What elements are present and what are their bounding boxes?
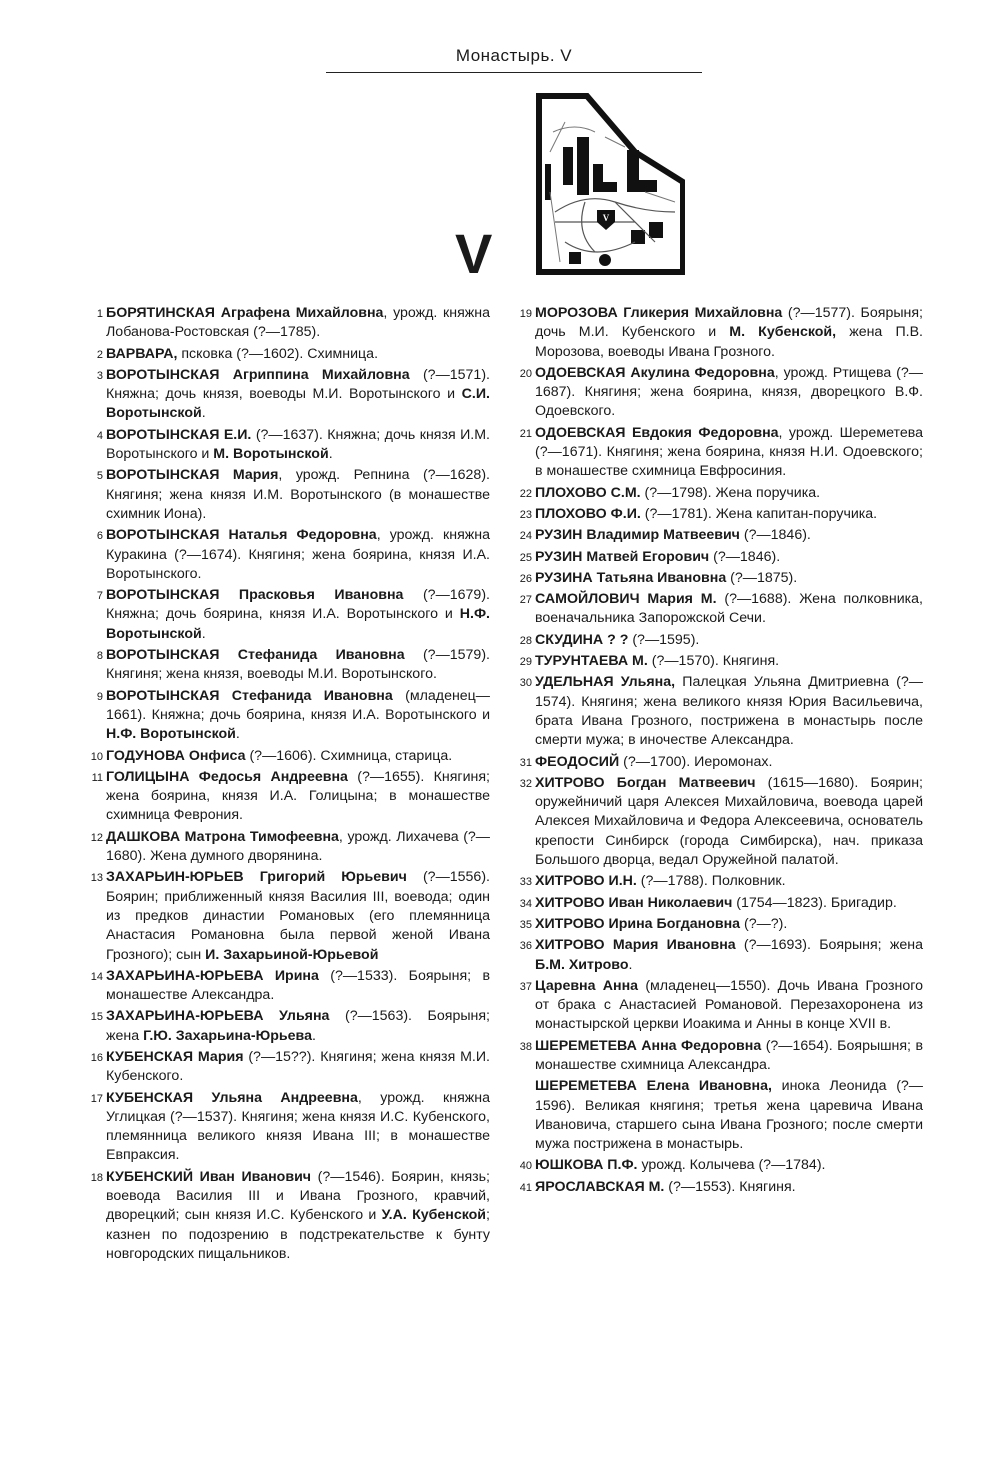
entry-number: 10 xyxy=(90,750,103,763)
running-header-title: Монастырь. V xyxy=(455,46,573,65)
map-gate-tower xyxy=(599,254,611,266)
burial-entry xyxy=(96,426,490,465)
burial-entry xyxy=(519,304,923,362)
entry-name: КУБЕНСКАЯ Мария xyxy=(106,1048,244,1065)
burial-entry xyxy=(535,1077,923,1154)
burial-entry xyxy=(519,673,923,750)
entry-text: (?—1846). xyxy=(709,548,781,565)
entry-text: , урожд. Ртищева (?—1687). Княгиня; жена боярина, князя, дворецкого В.Ф. Одоевского. xyxy=(535,364,923,420)
entry-text: (?—1700). Иеромонах. xyxy=(619,753,773,770)
entry-name: ЯРОСЛАВСКАЯ М. xyxy=(535,1178,665,1195)
entry-text: (?—1563). Боярыня; жена xyxy=(106,1008,490,1044)
entry-number: 40 xyxy=(519,1160,532,1173)
entry-name: РУЗИН Матвей Егорович xyxy=(535,548,710,565)
entry-related-name: М. Кубенской, xyxy=(729,324,837,341)
burial-entry xyxy=(519,774,923,870)
entry-name: ЗАХАРЬИНА-ЮРЬЕВА Ирина xyxy=(106,967,319,984)
entry-text: , урожд. княжна Куракина (?—1674). Княгиня; жена боярина, князя И.А. Воротынского. xyxy=(106,527,490,582)
entry-related-name: Н.Ф. Воротынской xyxy=(106,726,236,743)
burial-entry xyxy=(519,753,923,772)
map-building-2 xyxy=(577,137,589,195)
entry-name: ТУРУНТАЕВА М. xyxy=(535,653,648,670)
burial-entry xyxy=(519,1178,923,1197)
entry-name: ЗАХАРЬИН-ЮРЬЕВ Григорий Юрьевич xyxy=(106,869,407,886)
entry-name: ВОРОТЫНСКАЯ Мария xyxy=(106,467,279,484)
entry-number: 34 xyxy=(519,897,532,910)
entry-text: (?—1875). xyxy=(726,569,798,586)
entry-related-name: Н.Ф. Воротынской xyxy=(106,606,490,642)
burial-entry xyxy=(519,505,923,524)
entry-number: 25 xyxy=(519,551,532,564)
entry-name: ХИТРОВО Мария Ивановна xyxy=(535,937,736,954)
entry-number: 33 xyxy=(519,876,532,889)
entry-name: ВОРОТЫНСКАЯ Агриппина Михайловна xyxy=(106,366,410,383)
entry-number: 7 xyxy=(96,590,103,603)
map-section-v-label: V xyxy=(602,213,610,223)
entry-name: ШЕРЕМЕТЕВА Анна Федоровна xyxy=(535,1037,762,1054)
entry-text: , урожд. Лихачева (?—1680). Жена думного дворянина. xyxy=(106,828,490,865)
entry-number: 27 xyxy=(519,594,532,607)
entry-text: Палецкая Ульяна Дмитриевна (?—1574). Княгиня; жена великого князя Юрия Васильевича, брата Ивана Грозного, пострижена в монастырь после смерти мужа; в иночестве Александра. xyxy=(535,674,923,749)
entry-name: МОРОЗОВА Гликерия Михайловна xyxy=(535,305,783,321)
right-column xyxy=(519,304,923,1199)
running-header xyxy=(326,46,702,66)
burial-entry xyxy=(90,828,490,867)
burial-entry xyxy=(91,768,490,826)
entry-text: , урожд. Репнина (?—1628). Княгиня; жена князя И.М. Воротынского (в монашестве схимник Иона). xyxy=(106,467,490,522)
entry-number: 38 xyxy=(519,1040,532,1053)
entry-number: 9 xyxy=(96,690,103,703)
entry-number: 35 xyxy=(519,918,532,931)
entry-tail: . xyxy=(201,625,206,642)
left-column xyxy=(90,304,490,1266)
map-building-6 xyxy=(631,230,645,244)
burial-entry xyxy=(96,366,490,424)
burial-entry xyxy=(519,1156,923,1175)
entry-name: ВОРОТЫНСКАЯ Е.И. xyxy=(106,426,252,443)
burial-entry xyxy=(519,548,923,567)
burial-entry xyxy=(90,1168,490,1264)
entry-name: ПЛОХОВО С.М. xyxy=(535,484,641,501)
entry-name: ОДОЕВСКАЯ Акулина Федоровна xyxy=(535,364,775,381)
entry-tail: . xyxy=(328,446,333,463)
entry-tail: ; казнен по подозрению в подстрекательстве к бунту новгородских пищальников. xyxy=(106,1207,490,1262)
entry-text: (?—1606). Схимница, старица. xyxy=(245,747,453,764)
burial-entry xyxy=(519,936,923,975)
entry-number: 5 xyxy=(96,470,103,483)
entry-number: 23 xyxy=(519,508,532,521)
entry-number: 1 xyxy=(96,308,103,320)
entry-text: , урожд. княжна Лобанова-Ростовская (?—1785). xyxy=(106,305,490,341)
burial-entry xyxy=(90,747,490,766)
burial-entry xyxy=(519,364,923,422)
entry-text: псковка (?—1602). Схимница. xyxy=(177,345,379,362)
entry-name: ВАРВАРА, xyxy=(106,345,178,362)
entry-number: 37 xyxy=(519,980,532,993)
entry-text: (?—1570). Княгиня. xyxy=(647,653,780,670)
entry-text: урожд. Колычева (?—1784). xyxy=(637,1157,826,1174)
entry-text: (?—1655). Княгиня; жена боярина, князя И.А. Голицына; в монашестве схимница Феврония. xyxy=(106,768,490,824)
burial-entry xyxy=(519,1037,923,1076)
burial-entry xyxy=(519,569,923,588)
entry-number: 16 xyxy=(90,1051,103,1064)
entry-name: РУЗИН Владимир Матвеевич xyxy=(535,527,740,544)
entry-text: (?—15??). Княгиня; жена князя М.И. Кубенского. xyxy=(106,1048,490,1085)
entry-name: ЮШКОВА П.Ф. xyxy=(535,1157,638,1174)
entry-number: 13 xyxy=(90,872,103,885)
entry-text: (?—1798). Жена поручика. xyxy=(640,484,821,501)
entry-text: (младенец—1661). Княжна; дочь боярина, князя И.А. Воротынского и xyxy=(106,687,490,723)
entry-name: ДАШКОВА Матрона Тимофеевна xyxy=(106,828,339,845)
entry-number: 14 xyxy=(90,970,103,983)
entry-text: (?—1533). Боярыня; в монашестве Александра. xyxy=(106,967,490,1004)
header-rule xyxy=(326,72,702,73)
burial-entry xyxy=(96,586,490,644)
entry-text: (?—1553). Княгиня. xyxy=(664,1178,796,1195)
entry-name: ВОРОТЫНСКАЯ Стефанида Ивановна xyxy=(106,647,405,664)
entry-related-name: Б.М. Хитрово xyxy=(535,956,629,973)
entry-number: 31 xyxy=(519,756,532,769)
entry-number: 3 xyxy=(96,369,103,382)
entry-name: БОРЯТИНСКАЯ Аграфена Михайловна xyxy=(106,305,384,321)
entry-name: ВОРОТЫНСКАЯ Стефанида Ивановна xyxy=(106,687,393,704)
entry-related-name: Г.Ю. Захарьина-Юрьева xyxy=(143,1027,312,1044)
entry-tail: . xyxy=(201,405,206,422)
entry-name: ПЛОХОВО Ф.И. xyxy=(535,505,641,522)
entry-text: (?—?). xyxy=(740,915,788,932)
burial-entry xyxy=(519,484,923,503)
entry-name: ВОРОТЫНСКАЯ Прасковья Ивановна xyxy=(106,587,404,604)
entry-related-name: У.А. Кубенской xyxy=(381,1207,487,1224)
entry-text: (?—1595). xyxy=(628,631,700,648)
entry-number: 4 xyxy=(96,429,103,442)
burial-entry xyxy=(96,526,490,584)
entry-text: (1615—1680). Боярин; оружейничий царя Алексея Михайловича, воевода царей Алексея Михайловича и Федора Алексеевича, основатель крепости Синбирск (города Симбирска), нач. приказа Большого дворца, ведал Оружейной палатой. xyxy=(535,774,923,869)
entry-name: РУЗИНА Татьяна Ивановна xyxy=(535,569,727,586)
entry-number: 15 xyxy=(90,1011,103,1024)
burial-entry xyxy=(96,466,490,524)
burial-entry xyxy=(96,345,490,364)
entry-text: (?—1577). Боярыня; дочь М.И. Кубенского и xyxy=(535,305,923,341)
entry-name: СКУДИНА ? ? xyxy=(535,631,629,648)
burial-entry xyxy=(96,304,490,343)
entry-name: ГОЛИЦЫНА Федосья Андреевна xyxy=(106,768,348,785)
entry-number: 28 xyxy=(519,634,532,647)
burial-entry xyxy=(519,526,923,545)
cemetery-site-map xyxy=(535,92,685,280)
map-building-7 xyxy=(649,222,663,238)
burial-entry xyxy=(519,915,923,934)
entry-number: 21 xyxy=(519,427,532,440)
burial-entry xyxy=(90,1089,490,1166)
entry-text: (?—1788). Полковник. xyxy=(636,873,786,890)
entry-number: 12 xyxy=(90,831,103,844)
entry-name: ФЕОДОСИЙ xyxy=(535,753,620,770)
map-building-1 xyxy=(563,147,573,185)
entry-number: 26 xyxy=(519,572,532,585)
entry-text: (?—1846). xyxy=(739,527,811,544)
entry-number: 17 xyxy=(90,1092,103,1105)
entry-text: (?—1693). Боярыня; жена xyxy=(735,937,923,954)
burial-entry xyxy=(519,590,923,629)
entry-tail: . xyxy=(235,726,240,743)
entry-number: 18 xyxy=(90,1171,103,1184)
entry-text: (?—1688). Жена полковника, военачальника Запорожской Сечи. xyxy=(535,591,923,627)
entry-name: ХИТРОВО И.Н. xyxy=(535,873,637,890)
entry-text: инока Леонида (?—1596). Великая княгиня; третья жена царевича Ивана Ивановича, старшего сына Ивана Грозного; после смерти мужа пострижена в монастырь. xyxy=(535,1078,923,1153)
entry-number: 41 xyxy=(519,1181,532,1194)
entry-number: 11 xyxy=(91,771,103,784)
entry-number: 32 xyxy=(519,777,532,790)
entry-text: , урожд. княжна Углицкая (?—1537). Княгиня; жена князя И.С. Кубенского, племянница великого князя Ивана III; в монашестве Евпраксия. xyxy=(106,1089,490,1164)
entry-name: Царевна Анна xyxy=(535,977,639,994)
entry-number: 29 xyxy=(519,656,532,669)
entry-name: ВОРОТЫНСКАЯ Наталья Федоровна xyxy=(106,527,377,544)
burial-entry xyxy=(519,424,923,482)
entry-name: ОДОЕВСКАЯ Евдокия Федоровна xyxy=(535,424,779,441)
entry-number: 2 xyxy=(96,348,103,361)
burial-entry xyxy=(519,872,923,891)
burial-entry xyxy=(90,868,490,964)
entry-name: ХИТРОВО Ирина Богдановна xyxy=(535,915,741,932)
entry-name: САМОЙЛОВИЧ Мария М. xyxy=(535,591,717,608)
entry-text: (?—1579). Княгиня; жена князя, воеводы М.И. Воротынского. xyxy=(106,647,490,683)
entry-text: (?—1571). Княжна; дочь князя, воеводы М.И. Воротынского и xyxy=(106,366,490,403)
entry-text: (?—1637). Княжна; дочь князя И.М. Воротынского и xyxy=(106,426,490,463)
burial-entry xyxy=(96,687,490,745)
entry-name: КУБЕНСКАЯ Ульяна Андреевна xyxy=(106,1089,358,1106)
entry-number: 20 xyxy=(519,367,532,380)
entry-text: (?—1781). Жена капитан-поручика. xyxy=(640,505,878,522)
entry-text: , урожд. Шереметева (?—1671). Княгиня; жена боярина, князя Н.И. Одоевского; в монашестве схимница Евфросиния. xyxy=(535,424,923,480)
entry-tail: . xyxy=(311,1027,316,1044)
entry-name: ЗАХАРЬИНА-ЮРЬЕВА Ульяна xyxy=(106,1008,330,1025)
entry-text: (?—1556). Боярин; приближенный князя Василия III, воевода; один из предков династии Романовых (его племянница Анастасия Романовна была первой женой Ивана Грозного); сын xyxy=(106,869,490,963)
entry-number: 30 xyxy=(519,677,532,690)
entry-name: КУБЕНСКИЙ Иван Иванович xyxy=(106,1168,312,1185)
entry-number: 6 xyxy=(96,530,103,543)
entry-text: (?—1546). Боярин, князь; воевода Василия III и Ивана Грозного, кравчий, дворецкий; сын князя И.С. Кубенского и xyxy=(106,1168,490,1224)
entry-name: ШЕРЕМЕТЕВА Елена Ивановна, xyxy=(535,1078,772,1095)
entry-text: (1754—1823). Бригадир. xyxy=(732,894,897,911)
entry-related-name: С.И. Воротынской xyxy=(106,386,490,422)
entry-text: (?—1654). Боярышня; в монашестве схимница Александра. xyxy=(535,1037,923,1073)
entry-tail: . xyxy=(628,956,633,973)
entry-number: 36 xyxy=(519,940,532,953)
entry-number: 8 xyxy=(96,650,103,663)
entry-number: 24 xyxy=(519,530,532,543)
entry-name: ХИТРОВО Богдан Матвеевич xyxy=(535,774,756,791)
burial-entry xyxy=(519,894,923,913)
entry-related-name: М. Воротынской xyxy=(213,446,329,463)
entry-tail: жена П.В. Морозова, воеводы Ивана Грозного. xyxy=(535,324,923,360)
burial-entry xyxy=(96,646,490,685)
entry-text: (младенец—1550). Дочь Ивана Грозного от брака с Анастасией Романовой. Перезахоронена из монастырской церкви Иоакима и Анны в конце XVII в. xyxy=(535,977,923,1033)
burial-entry xyxy=(90,1007,490,1046)
entry-name: УДЕЛЬНАЯ Ульяна, xyxy=(535,674,676,691)
burial-entry xyxy=(519,631,923,650)
burial-entry xyxy=(519,652,923,671)
entry-related-name: И. Захарьиной-Юрьевой xyxy=(205,946,379,963)
entry-name: ГОДУНОВА Онфиса xyxy=(106,747,246,764)
burial-entry xyxy=(519,977,923,1035)
map-building-8 xyxy=(569,252,581,264)
entry-name: ХИТРОВО Иван Николаевич xyxy=(535,894,733,911)
entry-number: 19 xyxy=(519,308,532,320)
entry-text: (?—1679). Княжна; дочь боярина, князя И.А. Воротынского и xyxy=(106,587,490,623)
section-letter: V xyxy=(455,222,493,285)
burial-entry xyxy=(90,1048,490,1087)
burial-entry xyxy=(90,967,490,1006)
entry-number: 22 xyxy=(519,487,532,500)
